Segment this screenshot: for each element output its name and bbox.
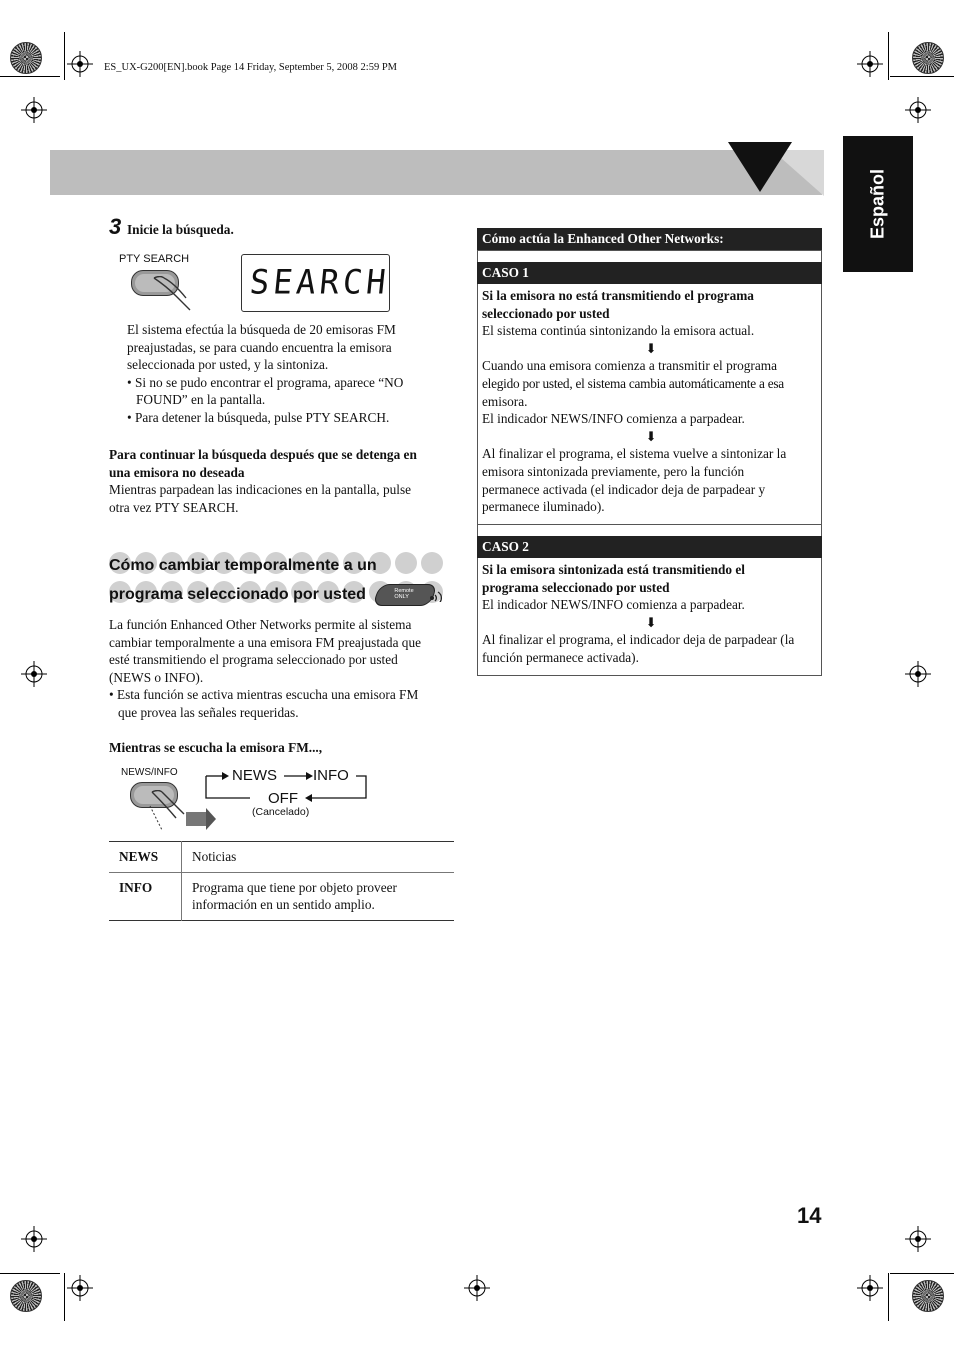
case2-bar: CASO 2 [477, 536, 822, 558]
table-row [109, 842, 454, 873]
language-tab [843, 136, 913, 272]
registration-mark-icon [67, 51, 93, 77]
case-divider [477, 524, 822, 525]
down-arrow-icon: ⬇ [645, 614, 657, 630]
step-bullet-not-found-cont: FOUND” en la pantalla. [136, 392, 266, 408]
section-title [109, 551, 377, 609]
step-body-line: preajustadas, se para cuando encuentra la emisora [127, 339, 392, 355]
case1-p3-cont: emisora sintonizada previamente, pero la función [482, 463, 745, 479]
table-definition-line: información en un sentido amplio. [192, 897, 375, 913]
down-arrow-icon: ⬇ [645, 340, 657, 356]
continue-body-cont: otra vez PTY SEARCH. [109, 499, 239, 515]
display-panel [241, 254, 390, 312]
step-title: Inicie la búsqueda. [127, 222, 234, 237]
section-intro-line: cambiar temporalmente a una emisora FM preajustada que [109, 634, 421, 650]
header-band [50, 150, 822, 195]
step-body-line: seleccionada por usted, y la sintoniza. [127, 357, 329, 373]
registration-mark-icon [21, 97, 47, 123]
section-intro-line: (NEWS o INFO). [109, 669, 204, 685]
corner-triangle-icon [728, 140, 824, 196]
section-title-line: programa seleccionado por usted [109, 586, 366, 603]
registration-mark-icon [464, 1275, 490, 1301]
news-info-button-label: NEWS/INFO [121, 767, 178, 778]
step-body [127, 321, 457, 427]
step-body-line: El sistema efectúa la búsqueda de 20 emisoras FM [127, 322, 396, 337]
while-listening-label: Mientras se escucha la emisora FM..., [109, 740, 323, 755]
cycle-off: OFF [268, 790, 298, 807]
case1-p1: El sistema continúa sintonizando la emisora actual. [482, 323, 755, 339]
remote-only-text: Remote ONLY [394, 588, 414, 600]
definitions-table [109, 841, 454, 921]
step-bullet-stop: • Para detener la búsqueda, pulse PTY SEARCH. [127, 409, 390, 425]
language-tab-label: Español [867, 168, 888, 240]
section-bullet: • Esta función se activa mientras escucha una emisora FM [109, 687, 419, 703]
registration-mark-icon [67, 1275, 93, 1301]
case2-p1: El indicador NEWS/INFO comienza a parpadear. [482, 597, 745, 613]
case2-p2-cont: función permanece activada). [482, 649, 639, 665]
section-bullet-cont: que provea las señales requeridas. [118, 704, 299, 720]
registration-mark-icon [21, 1226, 47, 1252]
case1-p3-cont: permanece activada (el indicador deja de parpadear y [482, 481, 766, 497]
continue-body: Mientras parpadean las indicaciones en la pantalla, pulse [109, 482, 412, 498]
case1-heading-cont: seleccionado por usted [482, 305, 610, 321]
registration-mark-icon [905, 661, 931, 687]
down-arrow-icon: ⬇ [645, 428, 657, 444]
registration-rosette [10, 1280, 42, 1312]
case1-p3: Al finalizar el programa, el sistema vuelve a sintonizar la [482, 446, 787, 462]
case1-p3-cont: permanece iluminado). [482, 499, 605, 515]
table-definition-line: Noticias [192, 849, 237, 864]
table-definition [182, 842, 455, 873]
case1-p2-cont: emisora. [482, 393, 528, 409]
step-number: 3 [109, 214, 122, 239]
case2-p2: Al finalizar el programa, el indicador deja de parpadear (la [482, 632, 795, 648]
page-number: 14 [797, 1203, 822, 1228]
cycle-news: NEWS [232, 767, 277, 784]
cycle-info: INFO [313, 767, 349, 784]
table-definition-line: Programa que tiene por objeto proveer [192, 879, 397, 895]
section-intro [109, 616, 459, 722]
pty-search-label: PTY SEARCH [119, 253, 190, 265]
case1-p2: Cuando una emisora comienza a transmitir el programa [482, 358, 778, 374]
section-intro-line: La función Enhanced Other Networks permite al sistema [109, 617, 412, 632]
registration-rosette [10, 42, 42, 74]
case1-bar: CASO 1 [477, 262, 822, 284]
continue-heading: Para continuar la búsqueda después que se detenga en [109, 447, 417, 462]
cycle-cancel: (Cancelado) [252, 806, 310, 818]
registration-rosette [912, 1280, 944, 1312]
table-definition [182, 872, 455, 920]
case1-content [482, 287, 820, 516]
remote-signal-icon [428, 588, 444, 602]
case1-heading: Si la emisora no está transmitiendo el programa [482, 288, 754, 303]
table-term: INFO [109, 872, 182, 920]
case1-p2-cont: El indicador NEWS/INFO comienza a parpadear. [482, 411, 745, 427]
case1-p2-cont: elegido por usted, el sistema cambia automáticamente a esa [482, 375, 784, 391]
case2-heading-cont: programa seleccionado por usted [482, 579, 670, 595]
registration-mark-icon [905, 1226, 931, 1252]
registration-mark-icon [905, 97, 931, 123]
case2-heading: Si la emisora sintonizada está transmitiendo el [482, 562, 745, 577]
table-term: NEWS [109, 842, 182, 873]
file-header-meta: ES_UX-G200[EN].book Page 14 Friday, September 5, 2008 2:59 PM [104, 62, 398, 73]
finger-press-icon [150, 276, 192, 312]
section-intro-line: esté transmitiendo el programa seleccionado por usted [109, 652, 398, 668]
registration-mark-icon [857, 1275, 883, 1301]
registration-rosette [912, 42, 944, 74]
registration-mark-icon [21, 661, 47, 687]
case2-content [482, 561, 820, 667]
step-bullet-not-found: • Si no se pudo encontrar el programa, aparece “NO [127, 374, 404, 390]
table-row [109, 872, 454, 920]
eon-title-bar: Cómo actúa la Enhanced Other Networks: [477, 228, 822, 250]
display-text: SEARCH [248, 262, 392, 302]
continue-heading-cont: una emisora no deseada [109, 464, 245, 480]
registration-mark-icon [857, 51, 883, 77]
section-title-line: Cómo cambiar temporalmente a un [109, 557, 377, 574]
continue-block [109, 446, 459, 516]
